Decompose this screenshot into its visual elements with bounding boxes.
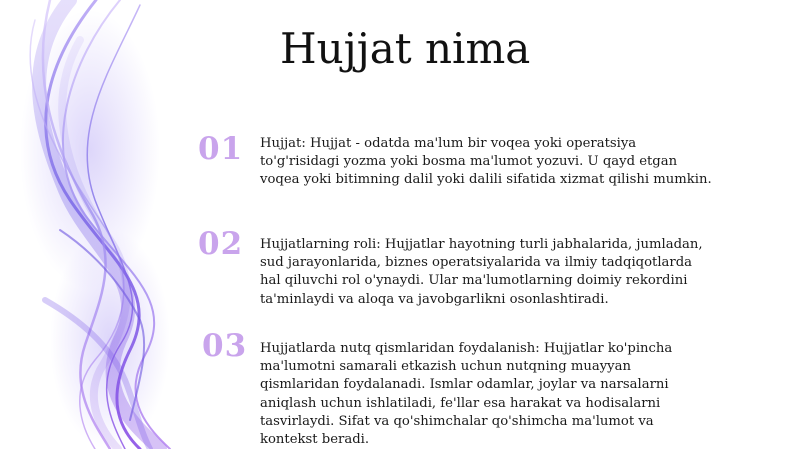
item-text: Hujjatlarda nutq qismlaridan foydalanish: Hujjatlar ko'pincha ma'lumotni samarali etkazish uchun nutqning muayyan qismlaridan foydalanadi. Ismlar odamlar, joylar va narsalarni aniqlash uchun ishlatiladi, fe'llar esa harakat va hodisalarni tasvirlaydi. Sifat va qo'shimchalar qo'shimcha ma'lumot va kontekst beradi. xyxy=(260,341,673,448)
item-text: Hujjatlarning roli: Hujjatlar hayotning turli jabhalarida, jumladan, sud jarayonlarida, biznes operatsiyalarida va ilmiy tadqiqotlarda hal qiluvchi rol o'ynaydi. Ular ma'lumotlarning doimiy rekordini ta'minlaydi va aloqa va javobgarlikni osonlashtiradi. xyxy=(260,237,703,307)
item-number: 01 xyxy=(198,131,244,167)
purple-smoke-wave-decoration xyxy=(0,0,240,449)
slide-title: Hujjat nima xyxy=(280,24,531,73)
item-text: Hujjat: Hujjat - odatda ma'lum bir voqea yoki operatsiya to'g'risidagi yozma yoki bosma ma'lumot yozuvi. U qayd etgan voqea yoki bitimning dalil yoki dalili sifatida xizmat qilishi mumkin. xyxy=(260,136,712,188)
item-number: 03 xyxy=(202,328,248,364)
item-number: 02 xyxy=(198,226,244,262)
